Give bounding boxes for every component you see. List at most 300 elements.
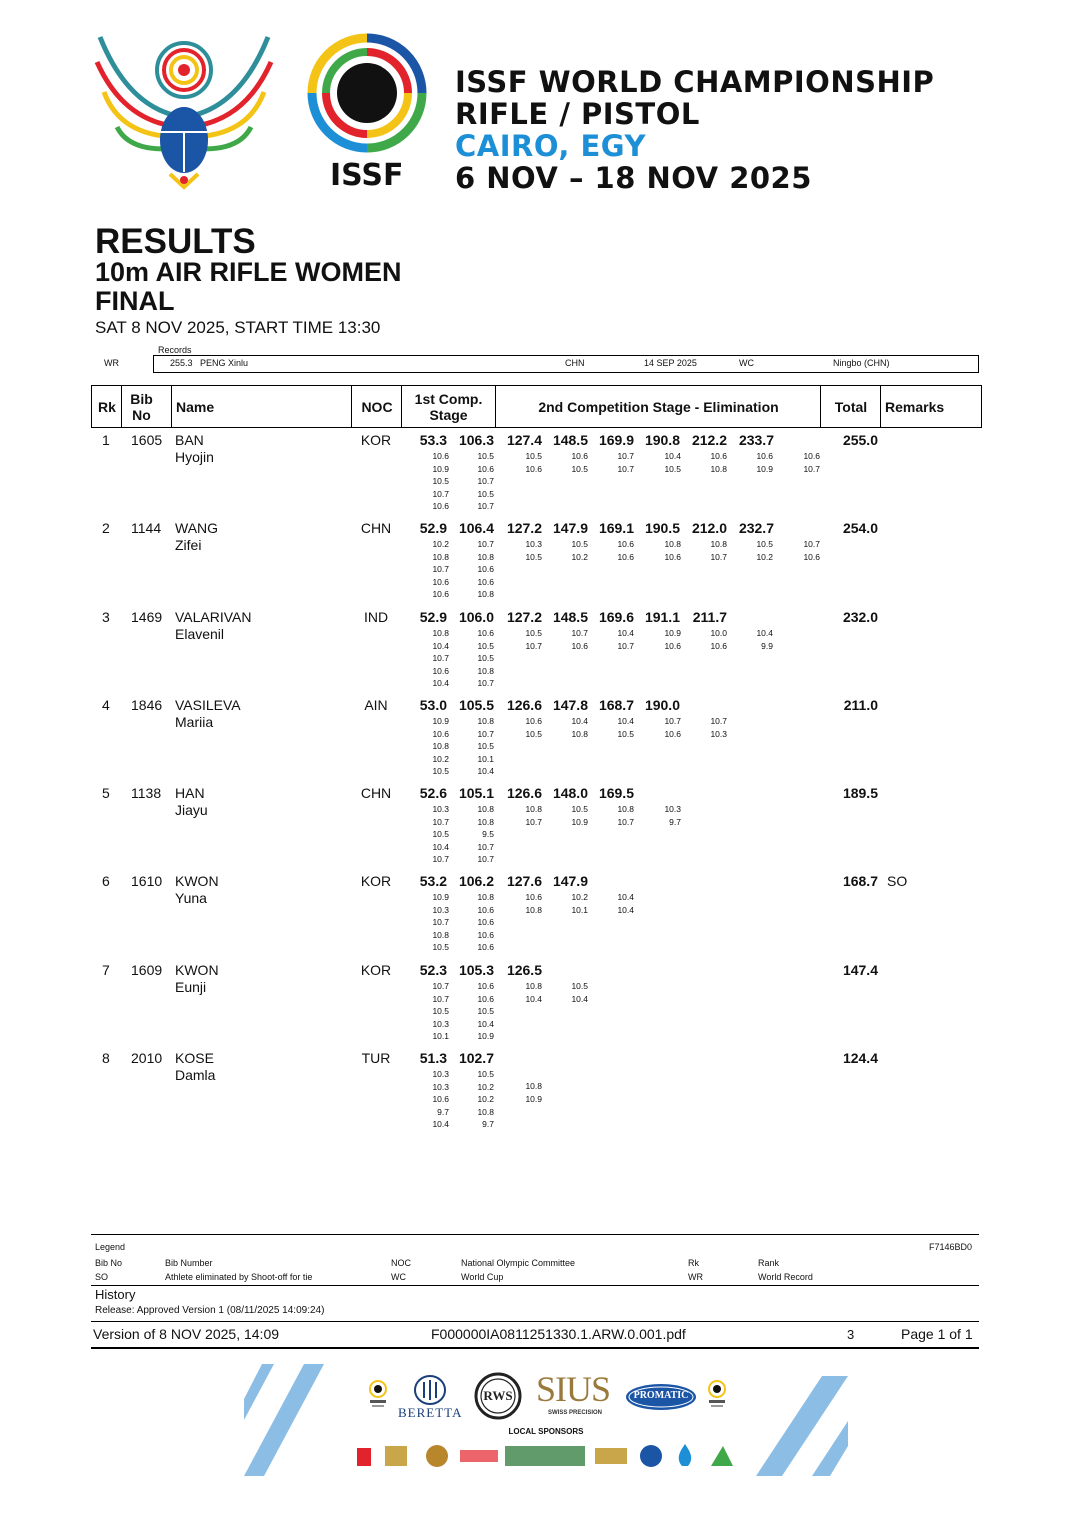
shot-value: 10.4: [432, 841, 449, 852]
shot-value: 10.4: [617, 892, 634, 902]
table-row: [0, 962, 1071, 1050]
col-rk: Rk: [91, 386, 122, 427]
shot-value: 10.6: [803, 451, 820, 461]
shot-value: 10.7: [477, 728, 494, 739]
shot-value: 10.6: [710, 451, 727, 461]
shot-value: 10.7: [477, 539, 494, 549]
total-cell: 255.0: [842, 432, 878, 448]
shot-value: 10.6: [477, 463, 494, 474]
rank-cell: 6: [102, 873, 110, 889]
record-name: PENG Xinlu: [200, 358, 249, 368]
shot-value: 10.4: [432, 1119, 449, 1130]
rank-cell: 8: [102, 1050, 110, 1066]
shot-value: 10.4: [525, 993, 542, 1004]
col-name: Name: [171, 386, 351, 427]
legend-desc: Bib Number: [165, 1258, 213, 1268]
shot-value: 10.8: [432, 741, 449, 752]
results-table-header: [91, 385, 982, 428]
shot-value: 10.7: [432, 653, 449, 664]
athlete-given-name: Yuna: [175, 890, 207, 906]
series-score: 106.3: [458, 432, 494, 448]
series-score: 212.2: [691, 432, 727, 448]
series-score: 52.6: [419, 785, 447, 801]
history-release: Release: Approved Version 1 (08/11/2025 14:09:24): [95, 1305, 325, 1316]
series-score: 105.3: [458, 962, 494, 978]
shot-value: 10.6: [664, 551, 681, 562]
shot-value: 10.6: [477, 904, 494, 915]
shot-value: 10.7: [710, 551, 727, 562]
shot-value: 10.2: [571, 892, 588, 902]
shot-value: 10.8: [477, 1106, 494, 1117]
egypt-championship-logo: [92, 32, 276, 192]
event-name: 10m AIR RIFLE WOMEN: [95, 257, 402, 287]
series-score: 212.0: [691, 520, 727, 536]
rank-cell: 2: [102, 520, 110, 536]
shot-value: 10.7: [432, 816, 449, 827]
issf-platinum-sponsor-icon: [368, 1380, 388, 1410]
shot-value: 10.8: [477, 716, 494, 726]
shot-value: 10.6: [664, 640, 681, 651]
legend-abbr: SO: [95, 1272, 109, 1282]
issf-logo-text: ISSF: [330, 158, 404, 193]
table-row: [0, 609, 1071, 697]
series-score: 52.9: [419, 609, 447, 625]
legend-desc: Rank: [758, 1258, 780, 1268]
series-score: 190.8: [644, 432, 680, 448]
shot-value: 10.6: [477, 981, 494, 991]
noc-cell: AIN: [364, 697, 388, 713]
legend-abbr: Bib No: [95, 1258, 123, 1268]
series-score: 52.9: [419, 520, 447, 536]
legend-abbr: WC: [391, 1272, 406, 1282]
athlete-surname: VALARIVAN: [175, 609, 252, 625]
legend-abbr: WR: [688, 1272, 703, 1282]
championship-title: [455, 66, 934, 194]
legend-desc: National Olympic Committee: [461, 1258, 576, 1268]
total-cell: 254.0: [842, 520, 878, 536]
shot-value: 10.6: [525, 716, 542, 726]
shot-value: 10.7: [477, 841, 494, 852]
total-cell: 124.4: [842, 1050, 878, 1066]
issf-logo-icon: [306, 32, 428, 156]
series-score: 127.6: [506, 873, 542, 889]
athlete-surname: VASILEVA: [175, 697, 241, 713]
series-score: 126.6: [506, 785, 542, 801]
decorative-stripes-right: [752, 1376, 850, 1476]
shot-value: 10.5: [571, 981, 588, 991]
shot-value: 10.8: [477, 551, 494, 562]
shot-value: 10.5: [571, 539, 588, 549]
bib-cell: 1144: [131, 520, 162, 536]
legend-desc: World Cup: [461, 1272, 504, 1282]
record-competition: WC: [739, 358, 754, 368]
shot-value: 10.6: [571, 451, 588, 461]
shot-value: 10.7: [710, 716, 727, 726]
athlete-given-name: Hyojin: [175, 449, 214, 465]
shot-value: 10.9: [525, 1093, 542, 1104]
shot-value: 10.3: [432, 1018, 449, 1029]
records-type: WR: [104, 358, 119, 368]
shot-value: 10.7: [525, 640, 542, 651]
bib-cell: 1846: [131, 697, 163, 713]
series-score: 105.5: [458, 697, 494, 713]
bib-cell: 1138: [131, 785, 162, 801]
shot-value: 10.3: [432, 1069, 449, 1079]
shot-value: 10.7: [432, 854, 449, 865]
shot-value: 10.6: [525, 892, 542, 902]
shot-value: 10.6: [432, 501, 449, 512]
shot-value: 10.2: [432, 539, 449, 549]
athlete-surname: KOSE: [175, 1050, 214, 1066]
shot-value: 10.4: [477, 766, 494, 777]
shot-value: 10.7: [571, 628, 588, 638]
shot-value: 10.7: [432, 981, 449, 991]
shot-value: 10.7: [617, 640, 634, 651]
shot-value: 10.4: [756, 628, 773, 638]
event-title: [95, 258, 402, 316]
athlete-given-name: Zifei: [175, 537, 202, 553]
shot-value: 10.5: [525, 628, 542, 638]
shot-value: 10.4: [432, 678, 449, 689]
noc-cell: KOR: [360, 873, 392, 889]
shot-value: 10.6: [803, 551, 820, 562]
shot-value: 10.7: [803, 539, 820, 549]
shot-value: 10.5: [432, 766, 449, 777]
shot-value: 10.9: [664, 628, 681, 638]
total-cell: 147.4: [842, 962, 878, 978]
shot-value: 10.6: [710, 640, 727, 651]
total-cell: 168.7: [842, 873, 878, 889]
local-sponsors-title: LOCAL SPONSORS: [508, 1427, 584, 1436]
athlete-given-name: Damla: [175, 1067, 216, 1083]
col-total: Total: [820, 386, 881, 427]
legend-desc: World Record: [758, 1272, 813, 1282]
shot-value: 10.7: [432, 993, 449, 1004]
legend-desc: Athlete eliminated by Shoot-off for tie: [165, 1272, 313, 1282]
decorative-stripes-left: [244, 1364, 326, 1476]
table-row: [0, 520, 1071, 608]
shot-value: 10.7: [525, 816, 542, 827]
shot-value: 10.3: [432, 804, 449, 814]
shot-value: 10.5: [432, 829, 449, 840]
series-score: 148.0: [552, 785, 588, 801]
bib-cell: 1469: [131, 609, 163, 625]
shot-value: 10.7: [664, 716, 681, 726]
shot-value: 10.3: [432, 1081, 449, 1092]
records-label: Records: [158, 345, 192, 355]
shot-value: 10.4: [617, 716, 634, 726]
col-stage2: 2nd Competition Stage - Elimination: [495, 386, 821, 427]
name-cell: [175, 1050, 215, 1084]
shot-value: 10.4: [617, 628, 634, 638]
shot-value: 10.4: [432, 640, 449, 651]
col-noc: NOC: [351, 386, 402, 427]
series-score: 232.7: [738, 520, 774, 536]
shot-value: 10.8: [525, 1081, 542, 1091]
shot-value: 10.9: [571, 816, 588, 827]
name-cell: [175, 785, 208, 819]
shot-value: 10.6: [525, 463, 542, 474]
shot-value: 10.8: [525, 904, 542, 915]
shot-value: 10.5: [432, 942, 449, 953]
shot-value: 10.7: [432, 488, 449, 499]
shot-value: 10.2: [477, 1081, 494, 1092]
shot-value: 10.5: [477, 741, 494, 752]
name-cell: [175, 609, 252, 643]
shot-value: 10.6: [477, 929, 494, 940]
sponsor-sius: SIUS: [536, 1369, 611, 1409]
rank-cell: 7: [102, 962, 110, 978]
record-score: 255.3: [170, 358, 193, 368]
shot-value: 10.6: [432, 665, 449, 676]
total-cell: 232.0: [842, 609, 878, 625]
series-score: 169.6: [598, 609, 634, 625]
shot-value: 10.5: [432, 1006, 449, 1017]
shot-value: 10.2: [432, 753, 449, 764]
shot-value: 10.3: [432, 904, 449, 915]
shot-value: 10.8: [710, 539, 727, 549]
shot-value: 10.4: [617, 904, 634, 915]
shot-value: 9.7: [437, 1106, 449, 1117]
shot-value: 10.8: [525, 804, 542, 814]
series-score: 53.2: [419, 873, 447, 889]
shot-value: 10.8: [617, 804, 634, 814]
event-datetime: SAT 8 NOV 2025, START TIME 13:30: [95, 318, 381, 337]
shot-value: 9.7: [669, 816, 681, 827]
series-score: 169.9: [598, 432, 634, 448]
series-score: 105.1: [458, 785, 494, 801]
shot-value: 10.5: [756, 539, 773, 549]
shot-value: 10.6: [756, 451, 773, 461]
shot-value: 10.7: [617, 451, 634, 461]
name-cell: [175, 432, 214, 466]
athlete-surname: KWON: [175, 962, 219, 978]
footer-version: Version of 8 NOV 2025, 14:09: [93, 1326, 280, 1342]
series-score: 147.9: [552, 873, 588, 889]
shot-value: 10.6: [477, 942, 494, 953]
shot-value: 10.3: [525, 539, 542, 549]
shot-value: 10.8: [477, 804, 494, 814]
shot-value: 10.6: [477, 564, 494, 575]
shot-value: 10.9: [756, 463, 773, 474]
athlete-surname: HAN: [175, 785, 205, 801]
name-cell: [175, 697, 241, 731]
shot-value: 10.8: [710, 463, 727, 474]
remarks-cell: SO: [887, 873, 908, 889]
championship-location: CAIRO, EGY: [455, 129, 646, 163]
noc-cell: CHN: [360, 785, 392, 801]
series-score: 191.1: [644, 609, 680, 625]
shot-value: 10.8: [477, 892, 494, 902]
shot-value: 10.8: [571, 728, 588, 739]
shot-value: 10.7: [803, 463, 820, 474]
shot-value: 10.6: [617, 551, 634, 562]
series-score: 147.9: [552, 520, 588, 536]
shot-value: 10.7: [432, 564, 449, 575]
shot-value: 9.9: [761, 640, 773, 651]
shot-value: 10.5: [571, 804, 588, 814]
series-score: 126.5: [506, 962, 542, 978]
results-title: RESULTS: [95, 222, 256, 261]
rank-cell: 4: [102, 697, 110, 713]
shot-value: 10.5: [477, 1006, 494, 1017]
noc-cell: TUR: [361, 1050, 391, 1066]
series-score: 127.4: [506, 432, 542, 448]
shot-value: 10.5: [617, 728, 634, 739]
local-sponsor-logos-icon: [355, 1440, 740, 1472]
series-score: 52.3: [419, 962, 447, 978]
series-score: 53.3: [419, 432, 447, 448]
divider: [91, 1285, 979, 1286]
name-cell: [175, 962, 219, 996]
table-row: [0, 785, 1071, 873]
shot-value: 10.1: [571, 904, 588, 915]
shot-value: 10.5: [477, 451, 494, 461]
table-row: [0, 432, 1071, 520]
records-box: [153, 355, 979, 373]
shot-value: 10.5: [477, 1069, 494, 1079]
legend: [91, 1234, 979, 1235]
bib-cell: 1609: [131, 962, 163, 978]
history-title: History: [95, 1287, 136, 1302]
rank-cell: 3: [102, 609, 110, 625]
table-row: [0, 1050, 1071, 1138]
series-score: 168.7: [598, 697, 634, 713]
shot-value: 10.8: [477, 816, 494, 827]
shot-value: 10.5: [525, 451, 542, 461]
shot-value: 10.7: [477, 501, 494, 512]
series-score: 147.8: [552, 697, 588, 713]
series-score: 190.0: [644, 697, 680, 713]
series-score: 127.2: [506, 609, 542, 625]
total-cell: 189.5: [842, 785, 878, 801]
series-score: 169.5: [598, 785, 634, 801]
beretta-logo-icon: [413, 1374, 447, 1406]
shot-value: 10.4: [571, 716, 588, 726]
series-score: 148.5: [552, 609, 588, 625]
noc-cell: KOR: [360, 962, 392, 978]
series-score: 233.7: [738, 432, 774, 448]
issf-platinum-sponsor-icon: [707, 1380, 727, 1410]
noc-cell: CHN: [360, 520, 392, 536]
shot-value: 10.5: [525, 728, 542, 739]
legend-abbr: Rk: [688, 1258, 699, 1268]
shot-value: 10.8: [432, 929, 449, 940]
athlete-surname: BAN: [175, 432, 204, 448]
shot-value: 10.9: [432, 892, 449, 902]
shot-value: 9.7: [482, 1119, 494, 1130]
record-venue: Ningbo (CHN): [833, 358, 890, 368]
shot-value: 10.1: [432, 1031, 449, 1042]
shot-value: 10.5: [432, 476, 449, 487]
shot-value: 10.6: [477, 917, 494, 928]
shot-value: 10.8: [664, 539, 681, 549]
shot-value: 10.4: [571, 993, 588, 1004]
bib-cell: 1610: [131, 873, 163, 889]
athlete-given-name: Elavenil: [175, 626, 225, 642]
table-row: [0, 873, 1071, 961]
sponsor-beretta: BERETTA: [398, 1405, 463, 1420]
record-noc: CHN: [565, 358, 585, 368]
shot-value: 10.8: [477, 665, 494, 676]
legend-code: F7146BD0: [929, 1242, 973, 1252]
series-score: 51.3: [419, 1050, 447, 1066]
shot-value: 10.6: [432, 728, 449, 739]
legend-abbr: NOC: [391, 1258, 411, 1268]
athlete-given-name: Eunji: [175, 979, 207, 995]
shot-value: 10.7: [477, 476, 494, 487]
shot-value: 10.8: [432, 551, 449, 562]
name-cell: [175, 520, 218, 554]
shot-value: 10.6: [432, 1094, 449, 1105]
shot-value: 10.4: [664, 451, 681, 461]
shot-value: 10.7: [432, 917, 449, 928]
divider: [91, 1321, 979, 1322]
shot-value: 10.6: [432, 576, 449, 587]
athlete-given-name: Jiayu: [175, 802, 208, 818]
championship-line2: RIFLE / PISTOL: [455, 97, 700, 131]
shot-value: 10.7: [477, 854, 494, 865]
shot-value: 10.5: [477, 653, 494, 664]
shot-value: 10.5: [525, 551, 542, 562]
col-bib: Bib No: [121, 386, 161, 427]
record-date: 14 SEP 2025: [644, 358, 697, 368]
shot-value: 10.5: [477, 488, 494, 499]
rank-cell: 5: [102, 785, 110, 801]
shot-value: 10.0: [710, 628, 727, 638]
series-score: 53.0: [419, 697, 447, 713]
athlete-given-name: Mariia: [175, 714, 214, 730]
legend-title: Legend: [95, 1242, 126, 1252]
shot-value: 9.5: [482, 829, 494, 840]
shot-value: 10.4: [477, 1018, 494, 1029]
footer-file: F000000IA0811251330.1.ARW.0.001.pdf: [431, 1326, 686, 1342]
athlete-surname: WANG: [175, 520, 219, 536]
shot-value: 10.8: [432, 628, 449, 638]
series-score: 106.4: [458, 520, 494, 536]
series-score: 148.5: [552, 432, 588, 448]
series-score: 190.5: [644, 520, 680, 536]
shot-value: 10.6: [664, 728, 681, 739]
shot-value: 10.6: [571, 640, 588, 651]
shot-value: 10.6: [432, 589, 449, 600]
noc-cell: IND: [363, 609, 389, 625]
shot-value: 10.5: [477, 640, 494, 651]
shot-value: 10.5: [664, 463, 681, 474]
divider: [91, 1347, 979, 1349]
shot-value: 10.1: [477, 753, 494, 764]
series-score: 211.7: [692, 609, 727, 625]
championship-line1: ISSF WORLD CHAMPIONSHIP: [455, 65, 935, 99]
bib-cell: 2010: [131, 1050, 163, 1066]
shot-value: 10.8: [477, 589, 494, 600]
col-remarks: Remarks: [880, 386, 982, 427]
series-score: 102.7: [458, 1050, 494, 1066]
shot-value: 10.6: [432, 451, 449, 461]
table-row: [0, 697, 1071, 785]
shot-value: 10.2: [756, 551, 773, 562]
shot-value: 10.6: [617, 539, 634, 549]
col-stage1: 1st Comp. Stage: [401, 386, 495, 427]
shot-value: 10.7: [477, 678, 494, 689]
sponsor-sius-tag: SWISS PRECISION: [547, 1410, 602, 1416]
athlete-surname: KWON: [175, 873, 219, 889]
shot-value: 10.9: [432, 716, 449, 726]
shot-value: 10.7: [617, 816, 634, 827]
footer-page: Page 1 of 1: [901, 1326, 973, 1342]
series-score: 126.6: [506, 697, 542, 713]
rank-cell: 1: [102, 432, 110, 448]
